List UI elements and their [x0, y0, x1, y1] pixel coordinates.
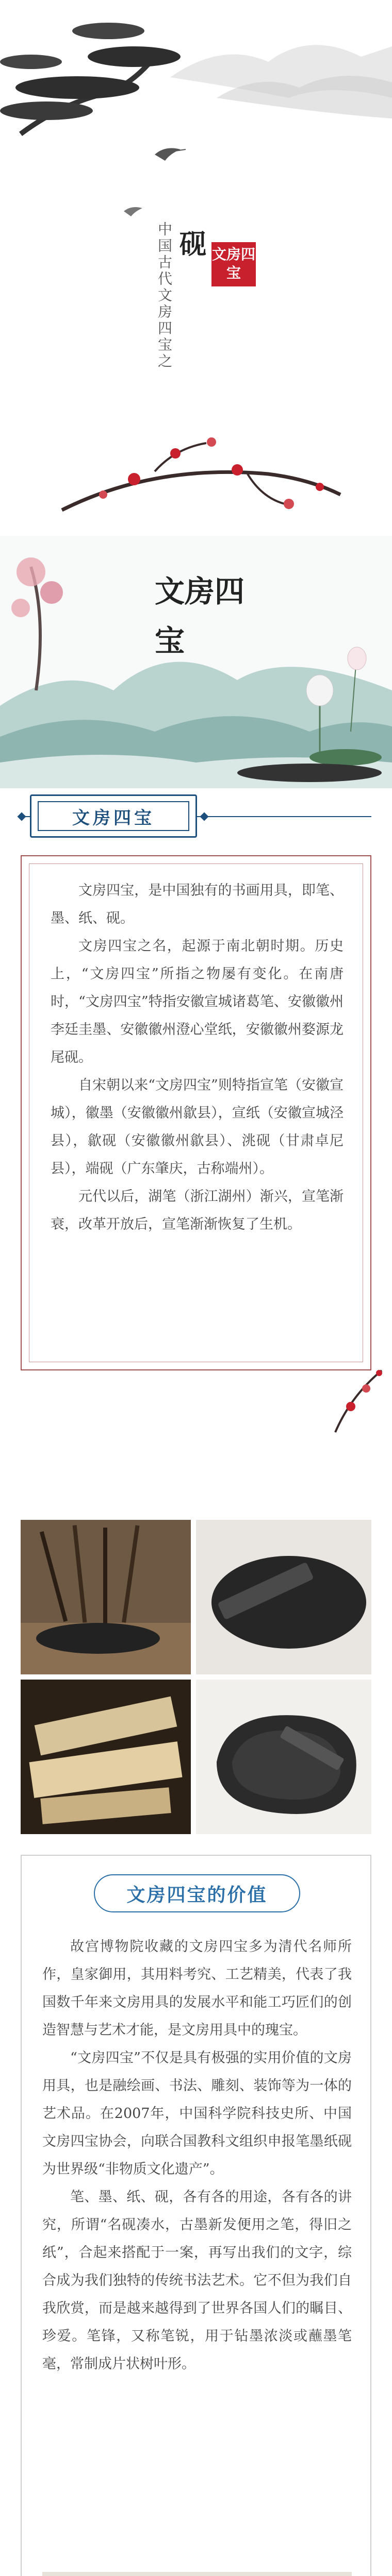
inkstone-photo [196, 1680, 371, 1834]
crane-icon [124, 148, 186, 216]
hero-title: 砚 [179, 229, 207, 260]
section-one-para-1: 文房四宝，是中国独有的书画用具，即笔、墨、纸、砚。 [51, 883, 344, 926]
pine-tree-icon [0, 23, 181, 134]
hero-seal [211, 242, 256, 286]
section-two-para-1: 故宫博物院收藏的文房四宝多为清代名师所作，皇家御用，其用料考究、工艺精美，代表了我国数千年来文房用具的发展水平和能工巧匠们的创造智慧与艺术才能，是文房用具中的瑰宝。 [42, 1939, 352, 2038]
section-one-para-3: 自宋朝以来“文房四宝”则特指宣笔（安徽宣城），徽墨（安徽徽州歙县），宣纸（安徽宣城泾县），歙砚（安徽徽州歙县）、洮砚（甘肃卓尼县），端砚（广东肇庆，古称端州）。 [51, 1077, 344, 1177]
hero-subtitle: 中国古代文房四宝之 [156, 222, 173, 370]
brush-photo [21, 1520, 191, 1674]
section-one-heading-text: 文房四宝 [38, 801, 189, 831]
banner-title: 文房四宝 [155, 574, 245, 658]
section-one-text [51, 877, 344, 1239]
heading-dot-left [18, 812, 26, 821]
hero-section [0, 0, 392, 536]
hero-seal-text: 文房四宝 [211, 246, 255, 281]
section-two-heading: 文房四宝的价值 [94, 1874, 300, 1912]
plum-corner-icon [330, 1360, 387, 1437]
plum-blossom-icon [62, 437, 340, 510]
section-two [0, 1855, 392, 2576]
section-one-para-2: 文房四宝之名，起源于南北朝时期。历史上，“文房四宝”所指之物屡有变化。在南唐时，“文房四宝”特指安徽宣城诸葛笔、安徽徽州李廷圭墨、安徽徽州澄心堂纸，安徽徽州婺源龙尾砚。 [51, 938, 344, 1065]
calligraphy-desk-photo [42, 2572, 352, 2576]
section-one [0, 788, 392, 1520]
paper-scroll-photo [21, 1680, 191, 1834]
section-two-frame [21, 1855, 371, 2576]
heading-dot-right [200, 812, 209, 821]
banner-section [0, 536, 392, 788]
inkstick-photo [196, 1520, 371, 1674]
section-one-heading [30, 794, 197, 838]
section-one-para-4: 元代以后，湖笔（浙江湖州）渐兴，宣笔渐衰，改革开放后，宣笔渐渐恢复了生机。 [51, 1189, 344, 1232]
section-two-para-2: “文房四宝”不仅是具有极强的实用价值的文房用具，也是融绘画、书法、雕刻、装饰等为一体的艺术品。在2007年，中国科学院科技史所、中国文房四宝协会，向联合国教科文组织申报笔墨纸砚为世界级“非物质文化遗产”。 [42, 2050, 352, 2177]
photo-grid [0, 1520, 392, 1839]
section-one-textbox [21, 855, 371, 1370]
section-two-text [42, 1933, 352, 2378]
section-two-para-3: 笔、墨、纸、砚，各有各的用途，各有各的讲究，所谓“名砚凑水，古墨新发便用之笔，得旧之纸”，合起来搭配于一案，再写出我们的文字，综合成为我们独特的传统书法艺术。它不但为我们自我欣赏，而是越来越得到了世界各国人们的瞩目、珍爱。笔锋，又称笔锐，用于钻墨浓淡或蘸墨笔毫，常制成片状树叶形。 [42, 2189, 352, 2372]
hero-ink-art [0, 0, 392, 536]
